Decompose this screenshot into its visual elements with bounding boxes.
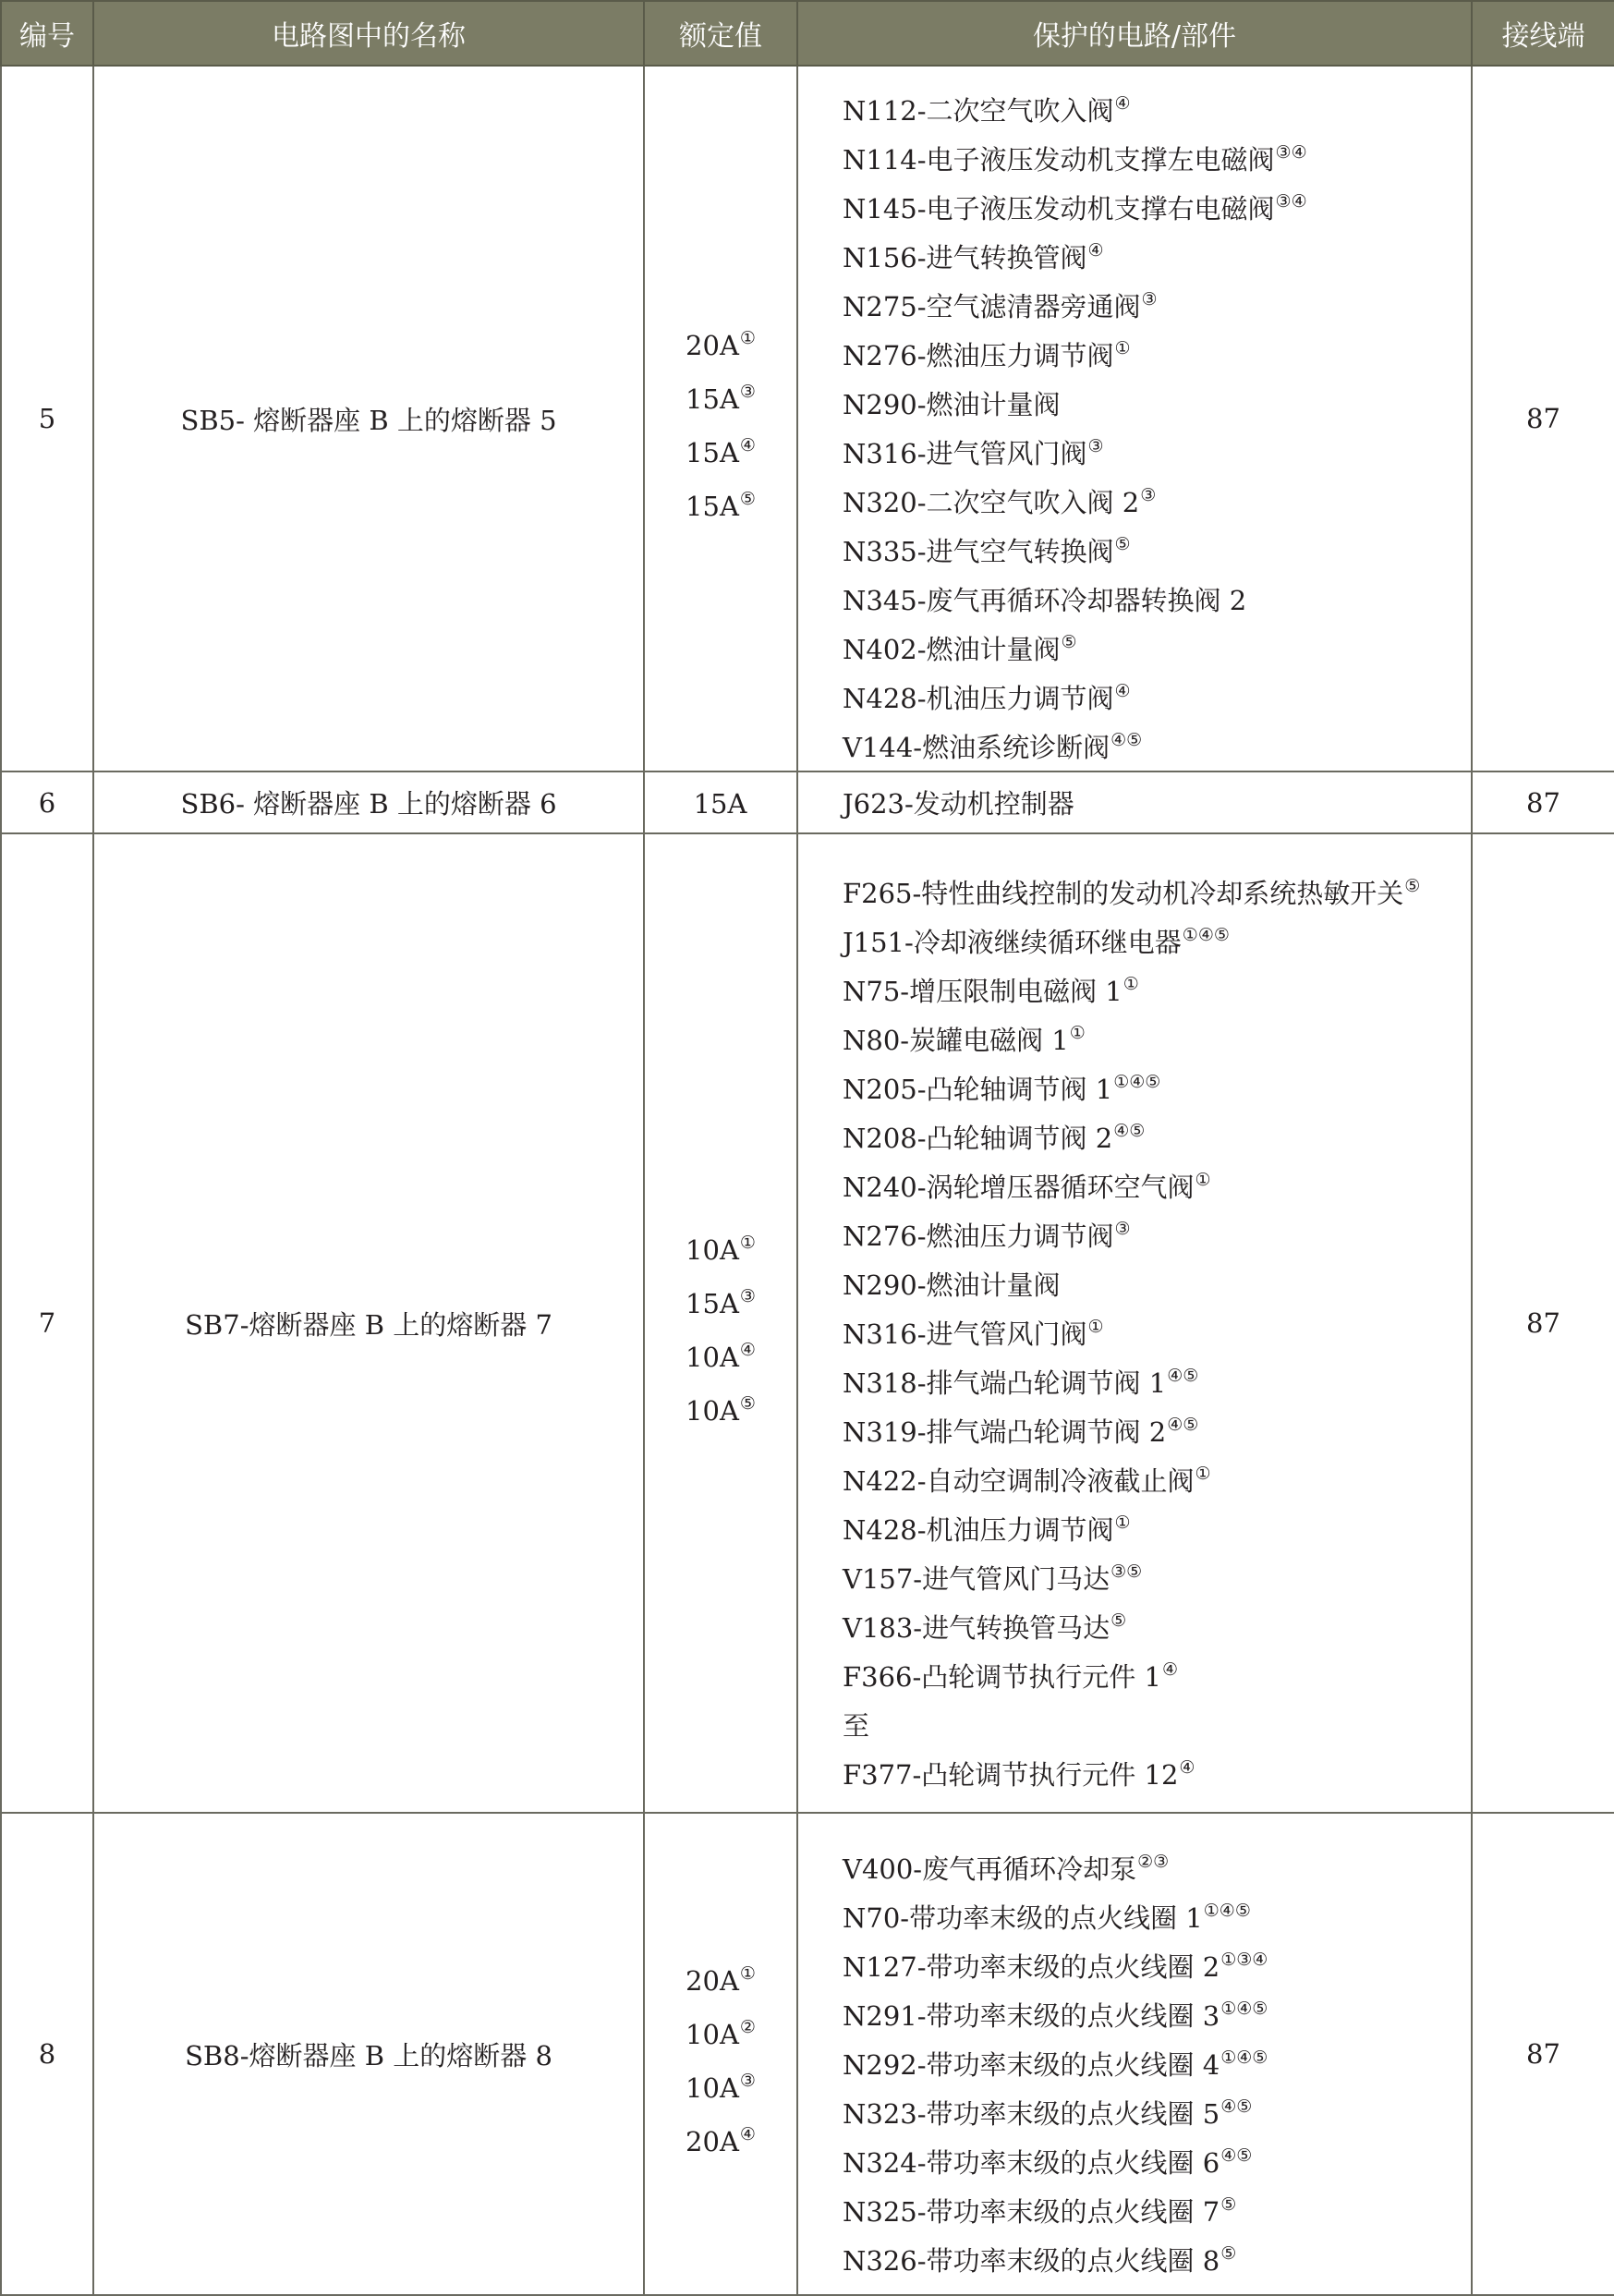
cell-number: 5 <box>1 66 93 771</box>
list-item <box>843 373 1471 422</box>
rating-value <box>645 1216 796 1269</box>
rating-amperage: 10A <box>686 2019 739 2050</box>
header-name: 电路图中的名称 <box>93 1 644 66</box>
list-item <box>843 1597 1471 1646</box>
circuit-text: V144-燃油系统诊断阀 <box>843 732 1110 763</box>
rating-amperage: 10A <box>686 1342 739 1373</box>
circuit-text: F366-凸轮调节执行元件 1 <box>843 1660 1161 1693</box>
circuit-text: N112-二次空气吹入阀 <box>843 95 1114 127</box>
circuit-text: N345-废气再循环冷却器转换阀 2 <box>843 585 1247 616</box>
rating-footnote: ⑤ <box>739 489 756 509</box>
circuit-text: N240-涡轮增压器循环空气阀 <box>843 1171 1195 1203</box>
circuit-text: N291-带功率末级的点火线圈 3 <box>843 1999 1220 2032</box>
list-item <box>843 226 1471 275</box>
circuit-text: N324-带功率末级的点火线圈 6 <box>843 2146 1220 2179</box>
cell-protected-circuits <box>797 1813 1472 2295</box>
list-item <box>843 1107 1471 1156</box>
list-item <box>843 1450 1471 1499</box>
rating-footnote: ③ <box>739 1286 756 1306</box>
circuit-footnote: ①③④ <box>1220 1949 1268 1970</box>
circuit-text: V183-进气转换管马达 <box>843 1611 1110 1644</box>
circuit-text: N428-机油压力调节阀 <box>843 683 1114 714</box>
table-row <box>1 771 1614 833</box>
rating-value <box>645 2000 796 2054</box>
circuit-text: N319-排气端凸轮调节阀 2 <box>843 1415 1167 1448</box>
rating-value <box>645 365 796 419</box>
circuit-footnote: ⑤ <box>1061 632 1077 652</box>
list-item <box>843 960 1471 1009</box>
list-item <box>843 569 1471 618</box>
list-item <box>843 422 1471 471</box>
circuit-footnote: ④⑤ <box>1113 1120 1146 1141</box>
circuit-footnote: ③④ <box>1275 142 1307 163</box>
list-item <box>843 1058 1471 1107</box>
circuit-list <box>843 784 1471 821</box>
circuit-footnote: ①④⑤ <box>1182 924 1230 945</box>
circuit-text: N316-进气管风门阀 <box>843 438 1087 469</box>
cell-terminal: 87 <box>1472 833 1614 1813</box>
circuit-text: N70-带功率末级的点火线圈 1 <box>843 1901 1203 1934</box>
circuit-footnote: ②③ <box>1137 1851 1170 1872</box>
rating-value <box>645 472 796 526</box>
circuit-text: N428-机油压力调节阀 <box>843 1513 1114 1546</box>
circuit-footnote: ④⑤ <box>1110 730 1143 750</box>
rating-value <box>645 1377 796 1430</box>
list-item <box>843 862 1471 911</box>
circuit-text: J623-发动机控制器 <box>843 788 1074 820</box>
list-item <box>843 618 1471 667</box>
header-row <box>1 1 1614 66</box>
circuit-text: N318-排气端凸轮调节阀 1 <box>843 1367 1167 1399</box>
list-item <box>843 784 1471 821</box>
rating-value <box>645 311 796 365</box>
circuit-text: V157-进气管风门马达 <box>843 1562 1110 1595</box>
cell-number: 7 <box>1 833 93 1813</box>
circuit-footnote: ④ <box>1161 1658 1178 1680</box>
circuit-footnote: ① <box>1087 1316 1104 1337</box>
circuit-text: F377-凸轮调节执行元件 12 <box>843 1758 1179 1791</box>
circuit-text: N80-炭罐电磁阀 1 <box>843 1024 1069 1056</box>
rating-amperage: 20A <box>686 2126 739 2157</box>
rating-amperage: 10A <box>686 1234 739 1266</box>
list-item <box>843 1401 1471 1450</box>
cell-protected-circuits <box>797 833 1472 1813</box>
list-item <box>843 324 1471 373</box>
list-item <box>843 667 1471 716</box>
circuit-text: N292-带功率末级的点火线圈 4 <box>843 2048 1220 2081</box>
circuit-text: N290-燃油计量阀 <box>843 1269 1061 1301</box>
list-item <box>843 1303 1471 1352</box>
rating-amperage: 10A <box>686 1395 739 1427</box>
header-number: 编号 <box>1 1 93 66</box>
rating-amperage: 20A <box>686 1965 739 1997</box>
header-circuits: 保护的电路/部件 <box>797 1 1472 66</box>
circuit-text: N276-燃油压力调节阀 <box>843 340 1114 371</box>
circuit-footnote: ③ <box>1114 1218 1131 1239</box>
circuit-text: N127-带功率末级的点火线圈 2 <box>843 1950 1220 1983</box>
circuit-footnote: ③ <box>1140 485 1157 505</box>
circuit-text: N276-燃油压力调节阀 <box>843 1220 1114 1252</box>
header-terminal: 接线端 <box>1472 1 1614 66</box>
list-item <box>843 1936 1471 1985</box>
cell-circuit-name: SB5- 熔断器座 B 上的熔断器 5 <box>93 66 644 771</box>
circuit-footnote: ④⑤ <box>1167 1365 1199 1386</box>
list-item <box>843 275 1471 324</box>
list-item <box>843 128 1471 177</box>
circuit-footnote: ①④⑤ <box>1203 1900 1251 1921</box>
list-item <box>843 471 1471 520</box>
circuit-footnote: ④⑤ <box>1220 2096 1253 2117</box>
circuit-text: 至 <box>843 1709 870 1742</box>
list-item <box>843 1887 1471 1936</box>
cell-terminal: 87 <box>1472 1813 1614 2295</box>
rating-amperage: 15A <box>686 437 739 468</box>
cell-rating <box>644 66 797 771</box>
rating-footnote: ① <box>739 328 756 348</box>
circuit-footnote: ① <box>1123 973 1139 994</box>
rating-footnote: ③ <box>739 382 756 402</box>
list-item <box>843 1985 1471 2034</box>
rating-footnote: ④ <box>739 435 756 456</box>
circuit-footnote: ①④⑤ <box>1220 2047 1268 2068</box>
rating-footnote: ④ <box>739 2124 756 2144</box>
cell-protected-circuits <box>797 771 1472 833</box>
rating-amperage: 15A <box>686 1288 739 1319</box>
cell-terminal: 87 <box>1472 771 1614 833</box>
rating-value <box>645 786 796 820</box>
list-item <box>843 2034 1471 2083</box>
circuit-footnote: ④⑤ <box>1167 1414 1199 1435</box>
rating-amperage: 20A <box>686 330 739 361</box>
circuit-footnote: ① <box>1069 1022 1086 1043</box>
list-item <box>843 716 1471 765</box>
circuit-list <box>843 855 1471 1792</box>
list-item <box>843 1009 1471 1058</box>
cell-circuit-name: SB7-熔断器座 B 上的熔断器 7 <box>93 833 644 1813</box>
rating-amperage: 15A <box>686 491 739 522</box>
circuit-footnote: ①④⑤ <box>1220 1998 1268 2019</box>
circuit-footnote: ④ <box>1087 240 1104 261</box>
circuit-footnote: ⑤ <box>1114 534 1131 554</box>
list-item <box>843 2229 1471 2278</box>
list-item <box>843 2181 1471 2229</box>
circuit-footnote: ①④⑤ <box>1113 1071 1161 1092</box>
circuit-text: N320-二次空气吹入阀 2 <box>843 487 1140 518</box>
circuit-footnote: ⑤ <box>1404 875 1421 896</box>
circuit-text: F265-特性曲线控制的发动机冷却系统热敏开关 <box>843 877 1404 909</box>
rating-value <box>645 1947 796 2000</box>
circuit-footnote: ① <box>1195 1169 1211 1190</box>
rating-value <box>645 2054 796 2108</box>
table-row <box>1 1813 1614 2295</box>
circuit-text: N114-电子液压发动机支撑左电磁阀 <box>843 144 1275 176</box>
list-item <box>843 520 1471 569</box>
list-item <box>843 1156 1471 1205</box>
cell-number: 8 <box>1 1813 93 2295</box>
circuit-footnote: ① <box>1114 1512 1131 1533</box>
list-item <box>843 1352 1471 1401</box>
circuit-footnote: ④ <box>1114 681 1131 701</box>
list-item <box>843 1695 1471 1743</box>
rating-footnote: ② <box>739 2017 756 2037</box>
rating-value <box>645 2108 796 2161</box>
circuit-footnote: ③⑤ <box>1110 1561 1143 1582</box>
circuit-footnote: ④ <box>1114 93 1131 114</box>
list-item <box>843 1548 1471 1597</box>
circuit-list <box>843 72 1471 765</box>
rating-footnote: ⑤ <box>739 1393 756 1414</box>
list-item <box>843 79 1471 128</box>
list-item <box>843 1838 1471 1887</box>
circuit-text: N325-带功率末级的点火线圈 7 <box>843 2195 1220 2228</box>
table-row <box>1 66 1614 771</box>
table-row <box>1 833 1614 1813</box>
circuit-footnote: ⑤ <box>1220 2242 1237 2264</box>
rating-amperage: 15A <box>693 787 747 820</box>
circuit-footnote: ⑤ <box>1110 1610 1127 1631</box>
list-item <box>843 2132 1471 2181</box>
cell-terminal: 87 <box>1472 66 1614 771</box>
circuit-text: N208-凸轮轴调节阀 2 <box>843 1122 1113 1154</box>
circuit-text: N402-燃油计量阀 <box>843 634 1061 665</box>
circuit-text: N422-自动空调制冷液截止阀 <box>843 1464 1195 1497</box>
circuit-text: N326-带功率末级的点火线圈 8 <box>843 2244 1220 2277</box>
list-item <box>843 1646 1471 1695</box>
list-item <box>843 2083 1471 2132</box>
rating-amperage: 10A <box>686 2072 739 2104</box>
circuit-footnote: ① <box>1114 338 1131 358</box>
cell-protected-circuits <box>797 66 1472 771</box>
rating-value <box>645 1323 796 1377</box>
list-item <box>843 1743 1471 1792</box>
circuit-text: J151-冷却液继续循环继电器 <box>843 926 1182 958</box>
circuit-text: N290-燃油计量阀 <box>843 389 1061 420</box>
cell-rating <box>644 1813 797 2295</box>
cell-circuit-name: SB8-熔断器座 B 上的熔断器 8 <box>93 1813 644 2295</box>
circuit-footnote: ④⑤ <box>1220 2144 1253 2166</box>
rating-footnote: ④ <box>739 1340 756 1360</box>
circuit-text: N323-带功率末级的点火线圈 5 <box>843 2097 1220 2130</box>
rating-value <box>645 1269 796 1323</box>
cell-number: 6 <box>1 771 93 833</box>
circuit-text: N335-进气空气转换阀 <box>843 536 1114 567</box>
circuit-footnote: ③ <box>1141 289 1158 310</box>
list-item <box>843 911 1471 960</box>
header-rating: 额定值 <box>644 1 797 66</box>
circuit-text: N205-凸轮轴调节阀 1 <box>843 1073 1113 1105</box>
circuit-text: N275-空气滤清器旁通阀 <box>843 291 1141 322</box>
circuit-text: N75-增压限制电磁阀 1 <box>843 975 1123 1007</box>
rating-value <box>645 419 796 472</box>
circuit-text: V400-废气再循环冷却泵 <box>843 1853 1137 1885</box>
circuit-footnote: ③ <box>1087 436 1104 456</box>
circuit-footnote: ④ <box>1179 1756 1195 1778</box>
circuit-footnote: ① <box>1195 1463 1211 1484</box>
cell-circuit-name: SB6- 熔断器座 B 上的熔断器 6 <box>93 771 644 833</box>
circuit-text: N156-进气转换管阀 <box>843 242 1087 273</box>
rating-footnote: ① <box>739 1963 756 1984</box>
circuit-footnote: ③④ <box>1275 191 1307 212</box>
cell-rating <box>644 833 797 1813</box>
circuit-list <box>843 1821 1471 2288</box>
list-item <box>843 1499 1471 1548</box>
cell-rating <box>644 771 797 833</box>
circuit-text: N316-进气管风门阀 <box>843 1318 1087 1350</box>
list-item <box>843 1205 1471 1254</box>
list-item <box>843 1254 1471 1303</box>
list-item <box>843 177 1471 226</box>
circuit-text: N145-电子液压发动机支撑右电磁阀 <box>843 193 1275 225</box>
rating-footnote: ① <box>739 1233 756 1253</box>
rating-amperage: 15A <box>686 383 739 415</box>
rating-footnote: ③ <box>739 2071 756 2091</box>
circuit-footnote: ⑤ <box>1220 2193 1237 2215</box>
